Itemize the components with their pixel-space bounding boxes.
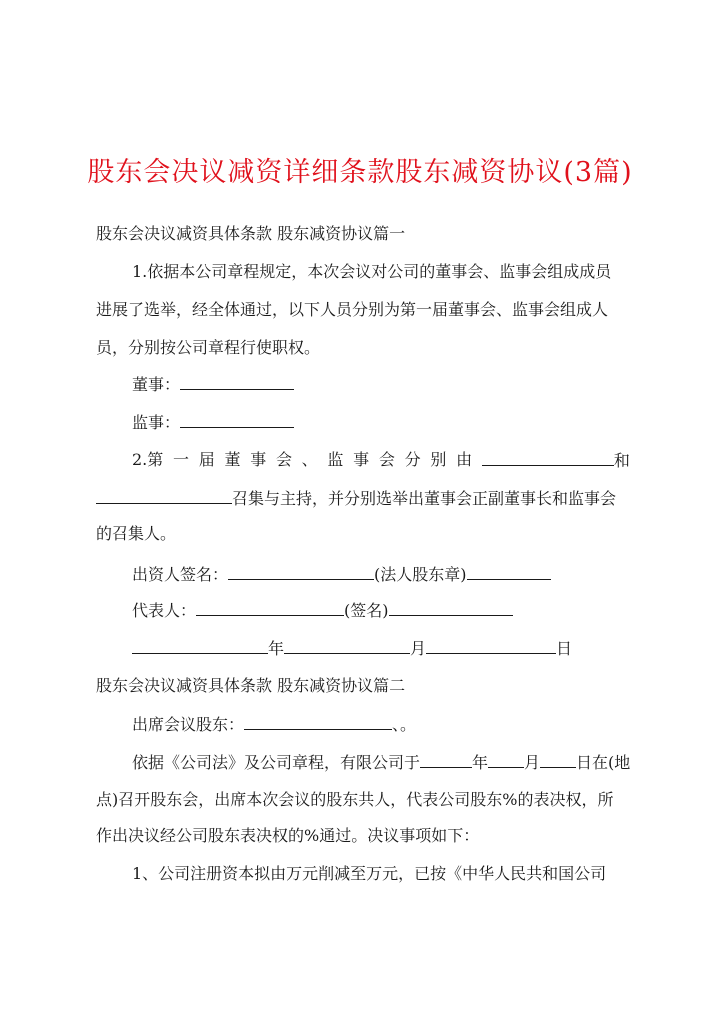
month-blank: [284, 638, 410, 654]
date-row: [132, 638, 572, 659]
clause2-and: 和: [613, 451, 630, 470]
clause2-line1: [132, 450, 630, 471]
clause2-char: 、: [301, 450, 318, 469]
clause2-char: 监: [327, 450, 344, 469]
clause2-char: 分: [404, 450, 421, 469]
attendees-row: [132, 714, 416, 735]
investor-signature-row: [132, 564, 551, 585]
investor-label: 出资人签名：: [132, 565, 229, 584]
director-blank: [180, 374, 294, 390]
clause2-char: 别: [430, 450, 447, 469]
meeting-intro: 依据《公司法》及公司章程，有限公司于: [132, 753, 421, 772]
meeting-day-place: 日在(地: [576, 753, 631, 772]
convener-blank-1: [482, 450, 614, 466]
clause2-line2: [96, 488, 616, 509]
signature-label: (签名): [344, 601, 389, 620]
investor-blank: [228, 564, 374, 580]
meeting-year-label: 年: [472, 753, 489, 772]
clause2-char: 事: [250, 450, 267, 469]
year-label: 年: [268, 639, 285, 658]
meeting-para-line2: 点)召开股东会，出席本次会议的股东共人，代表公司股东%的表决权，所: [96, 790, 614, 809]
meeting-para-line3: 作出决议经公司股东表决权的%通过。决议事项如下：: [96, 826, 480, 845]
clause2-char: 事: [353, 450, 370, 469]
clause2-char: 一: [173, 450, 190, 469]
clause2-line2-text: 召集与主持，并分别选举出董事会正副董事长和监事会: [232, 489, 617, 508]
convener-blank-2: [96, 488, 232, 504]
representative-row: [132, 600, 513, 621]
director-row: [132, 374, 294, 395]
attendees-suffix: 、。: [392, 715, 417, 734]
supervisor-blank: [180, 412, 294, 428]
clause1-line2: 进展了选举，经全体通过，以下人员分别为第一届董事会、监事会组成人: [96, 300, 609, 319]
clause2-char: 会: [275, 450, 292, 469]
attendees-label: 出席会议股东：: [132, 715, 245, 734]
clause2-line3: 的召集人。: [96, 524, 177, 543]
document-title: 股东会决议减资详细条款股东减资协议(3篇): [87, 157, 633, 188]
meeting-year-blank: [420, 752, 472, 768]
legal-seal-label: (法人股东章): [374, 565, 467, 584]
supervisor-label: 监事：: [132, 413, 181, 432]
day-label: 日: [556, 639, 573, 658]
clause1-line1: 1.依据本公司章程规定，本次会议对公司的董事会、监事会组成成员: [132, 262, 612, 281]
signature-blank: [389, 600, 513, 616]
year-blank: [132, 638, 268, 654]
clause2-char: 届: [198, 450, 215, 469]
attendees-blank: [244, 714, 392, 730]
representative-label: 代表人：: [132, 601, 197, 620]
clause2-char: 董: [224, 450, 241, 469]
clause2-char: 2.第: [132, 450, 164, 469]
representative-blank: [196, 600, 344, 616]
supervisor-row: [132, 412, 294, 433]
section2-heading: 股东会决议减资具体条款 股东减资协议篇二: [96, 676, 406, 695]
meeting-day-blank: [540, 752, 576, 768]
meeting-month-blank: [488, 752, 524, 768]
clause2-char: 由: [456, 450, 473, 469]
day-blank: [426, 638, 556, 654]
seal-blank: [467, 564, 551, 580]
clause1-line3: 员，分别按公司章程行使职权。: [96, 338, 321, 357]
month-label: 月: [410, 639, 427, 658]
resolution-item-1: 1、公司注册资本拟由万元削减至万元，已按《中华人民共和国公司: [132, 864, 607, 883]
clause2-char: 会: [378, 450, 395, 469]
director-label: 董事：: [132, 375, 181, 394]
meeting-para-line1: [132, 752, 630, 773]
meeting-month-label: 月: [524, 753, 541, 772]
section1-heading: 股东会决议减资具体条款 股东减资协议篇一: [96, 224, 406, 243]
